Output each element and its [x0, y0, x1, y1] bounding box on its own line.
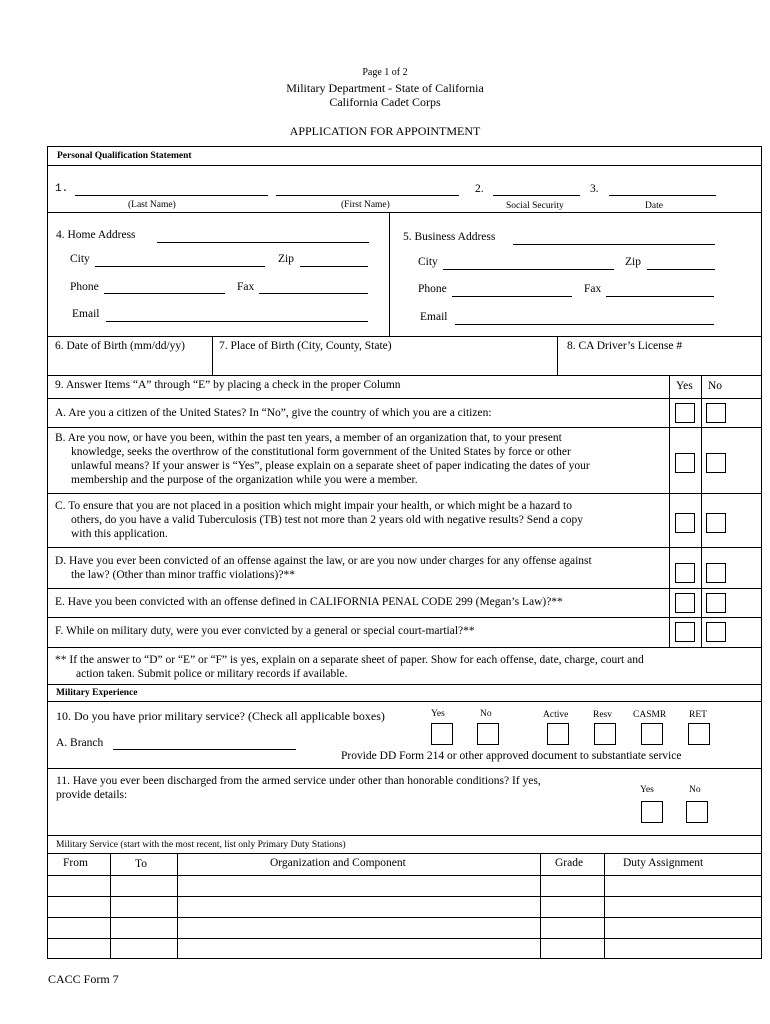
q10-active-checkbox[interactable] [547, 723, 569, 745]
question-b-line1: B. Are you now, or have you been, within the past ten years, a member of an organization that, to your present [55, 432, 562, 444]
table-row[interactable] [47, 896, 762, 897]
divider [47, 336, 762, 337]
business-email-line[interactable] [455, 324, 714, 325]
dob-label: 6. Date of Birth (mm/dd/yy) [55, 340, 185, 352]
divider [701, 375, 702, 647]
divider [47, 547, 762, 548]
home-fax-label: Fax [237, 281, 255, 293]
service-caption: Military Service (start with the most recent, list only Primary Duty Stations) [56, 840, 346, 850]
divider [47, 427, 762, 428]
item-3-number: 3. [590, 183, 599, 195]
q9-intro: 9. Answer Items “A” through “E” by placing a check in the proper Column [55, 379, 401, 391]
dd214-instruction: Provide DD Form 214 or other approved document to substantiate service [341, 750, 682, 762]
q10-text: 10. Do you have prior military service? (Check all applicable boxes) [56, 709, 385, 723]
q10-resv-checkbox[interactable] [594, 723, 616, 745]
form-number: CACC Form 7 [48, 972, 119, 986]
q9-no-header: No [708, 380, 723, 392]
business-city-label: City [418, 256, 438, 268]
divider [47, 684, 762, 685]
question-b-line4: membership and the purpose of the organization while you were a member. [71, 474, 418, 486]
q10-no-checkbox[interactable] [477, 723, 499, 745]
branch-label: A. Branch [56, 737, 104, 749]
question-b-line2: knowledge, seeks the overthrow of the constitutional form government of the United States by force or other [71, 446, 571, 458]
item-1-number: 1. [55, 183, 69, 195]
divider [47, 835, 762, 836]
page-number: Page 1 of 2 [362, 67, 408, 78]
q11-line2: provide details: [56, 789, 128, 801]
home-email-line[interactable] [106, 321, 368, 322]
divider [557, 336, 558, 375]
question-c-line1: C. To ensure that you are not placed in a position which might impair your health, or which might be a hazard to [55, 500, 572, 512]
date-line[interactable] [609, 195, 716, 196]
business-phone-line[interactable] [452, 296, 572, 297]
drivers-license-label: 8. CA Driver’s License # [567, 340, 683, 352]
q10-ret-checkbox[interactable] [688, 723, 710, 745]
business-address-label: 5. Business Address [403, 231, 496, 243]
question-f: F. While on military duty, were you ever convicted by a general or special court-martial?** [55, 625, 475, 637]
date-label: Date [645, 201, 663, 211]
divider [47, 212, 762, 213]
divider [47, 768, 762, 769]
corps-title: California Cadet Corps [329, 95, 441, 109]
note-line1: ** If the answer to “D” or “E” or “F” is yes, explain on a separate sheet of paper. Show for each offense, date, charge, court and [55, 654, 644, 666]
ssn-line[interactable] [493, 195, 580, 196]
q10-resv-label: Resv [593, 710, 612, 720]
table-row[interactable] [47, 875, 762, 876]
home-city-label: City [70, 253, 90, 265]
question-a-yes-checkbox[interactable] [675, 403, 695, 423]
question-e-yes-checkbox[interactable] [675, 593, 695, 613]
last-name-line[interactable] [75, 195, 268, 196]
q10-active-label: Active [543, 710, 569, 720]
question-d-line1: D. Have you ever been convicted of an offense against the law, or are you now under charges for any offense against [55, 555, 592, 567]
divider [47, 853, 762, 854]
home-phone-label: Phone [70, 281, 99, 293]
q10-casmr-checkbox[interactable] [641, 723, 663, 745]
last-name-label: (Last Name) [128, 200, 176, 210]
divider [540, 853, 541, 959]
question-d-line2: the law? (Other than minor traffic violations)?** [71, 569, 295, 581]
q10-casmr-label: CASMR [633, 710, 667, 720]
q11-line1: 11. Have you ever been discharged from the armed service under other than honorable conditions? If yes, [56, 775, 541, 787]
divider [212, 336, 213, 375]
divider [110, 853, 111, 959]
q11-yes-label: Yes [640, 785, 654, 795]
question-f-no-checkbox[interactable] [706, 622, 726, 642]
divider [389, 212, 390, 336]
col-duty-assignment: Duty Assignment [623, 857, 704, 869]
q10-yes-checkbox[interactable] [431, 723, 453, 745]
business-city-line[interactable] [443, 269, 614, 270]
home-address-line[interactable] [157, 242, 369, 243]
form-title: APPLICATION FOR APPOINTMENT [289, 124, 481, 138]
divider [47, 398, 762, 399]
item-2-number: 2. [475, 183, 484, 195]
divider [47, 375, 762, 376]
q10-yes-label: Yes [431, 709, 445, 719]
business-zip-label: Zip [625, 256, 641, 268]
question-e: E. Have you been convicted with an offense defined in CALIFORNIA PENAL CODE 299 (Megan’s Law)?** [55, 596, 563, 608]
business-fax-label: Fax [584, 283, 602, 295]
form-frame [47, 146, 762, 959]
divider [177, 853, 178, 959]
note-line2: action taken. Submit police or military records if available. [76, 668, 348, 680]
divider [47, 647, 762, 648]
divider [47, 493, 762, 494]
question-c-no-checkbox[interactable] [706, 513, 726, 533]
divider [669, 375, 670, 647]
q10-no-label: No [480, 709, 492, 719]
first-name-label: (First Name) [341, 200, 390, 210]
question-a: A. Are you a citizen of the United States? In “No”, give the country of which you are a citizen: [55, 407, 492, 419]
home-city-line[interactable] [95, 266, 265, 267]
section-military: Military Experience [56, 688, 138, 698]
question-f-yes-checkbox[interactable] [675, 622, 695, 642]
question-c-yes-checkbox[interactable] [675, 513, 695, 533]
business-email-label: Email [420, 311, 448, 323]
col-from: From [63, 857, 88, 869]
question-d-no-checkbox[interactable] [706, 563, 726, 583]
business-address-line[interactable] [513, 244, 715, 245]
branch-line[interactable] [113, 749, 296, 750]
divider [604, 853, 605, 959]
home-zip-line[interactable] [300, 266, 368, 267]
q10-ret-label: RET [689, 710, 707, 720]
question-b-no-checkbox[interactable] [706, 453, 726, 473]
home-address-label: 4. Home Address [56, 229, 136, 241]
question-a-no-checkbox[interactable] [706, 403, 726, 423]
home-phone-line[interactable] [104, 293, 225, 294]
col-grade: Grade [555, 857, 584, 869]
col-to: To [135, 858, 147, 870]
q9-yes-header: Yes [676, 380, 693, 392]
q11-no-checkbox[interactable] [686, 801, 708, 823]
pob-label: 7. Place of Birth (City, County, State) [219, 340, 392, 352]
home-zip-label: Zip [278, 253, 294, 265]
question-b-line3: unlawful means? If your answer is “Yes”, please explain on a separate sheet of paper indicating the dates of your [71, 460, 590, 472]
divider [47, 588, 762, 589]
section-personal: Personal Qualification Statement [57, 151, 192, 161]
question-c-line3: with this application. [71, 528, 168, 540]
business-fax-line[interactable] [606, 296, 714, 297]
business-zip-line[interactable] [647, 269, 715, 270]
home-email-label: Email [72, 308, 100, 320]
home-fax-line[interactable] [259, 293, 368, 294]
department-title: Military Department - State of California [286, 81, 484, 95]
q11-yes-checkbox[interactable] [641, 801, 663, 823]
question-b-yes-checkbox[interactable] [675, 453, 695, 473]
ssn-label: Social Security [506, 201, 564, 211]
question-d-yes-checkbox[interactable] [675, 563, 695, 583]
q11-no-label: No [689, 785, 701, 795]
divider [47, 701, 762, 702]
divider [47, 165, 762, 166]
table-row[interactable] [47, 917, 762, 918]
first-name-line[interactable] [276, 195, 459, 196]
col-organization: Organization and Component [270, 857, 406, 869]
question-e-no-checkbox[interactable] [706, 593, 726, 613]
divider [47, 617, 762, 618]
business-phone-label: Phone [418, 283, 447, 295]
question-c-line2: others, do you have a valid Tuberculosis (TB) test not more than 2 years old with negative results? Send a copy [71, 514, 583, 526]
table-row[interactable] [47, 938, 762, 939]
